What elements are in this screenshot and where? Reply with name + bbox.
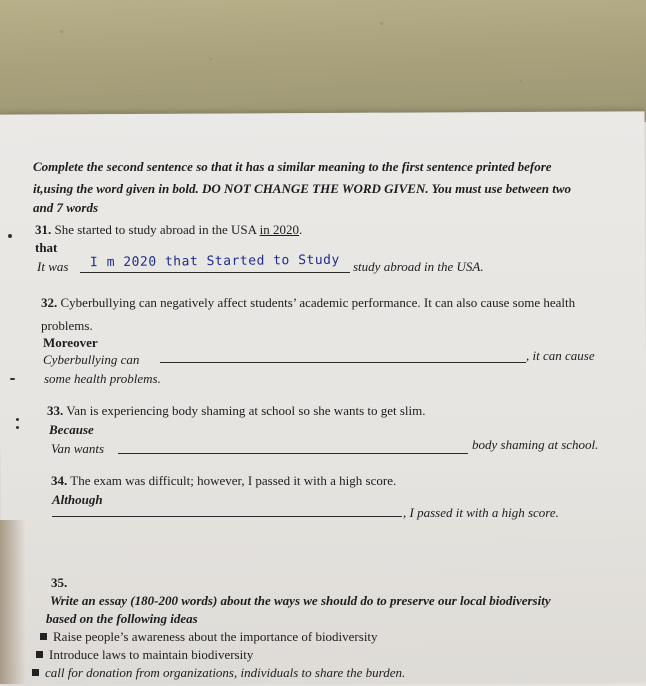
instructions-line-2: it,using the word given in bold. DO NOT CHANGE THE WORD GIVEN. You must use between two: [33, 181, 572, 196]
question-31-underlined: in 2020: [259, 222, 299, 237]
question-32-text: Cyberbullying can negatively affect students’ academic performance. It can also cause some health: [57, 295, 576, 310]
idea-text: call for donation from organizations, individuals to share the burden.: [45, 665, 406, 680]
question-33-sentence: [47, 402, 426, 419]
question-31-period: .: [298, 222, 303, 237]
question-34-end: , I passed it with a high score.: [403, 505, 559, 520]
margin-dot: [8, 234, 12, 238]
margin-dot: [16, 426, 19, 429]
question-33-text: Van is experiencing body shaming at school so she wants to get slim.: [63, 403, 426, 418]
question-31-end: study abroad in the USA.: [353, 259, 484, 274]
question-32-end-line-2: some health problems.: [44, 371, 161, 386]
question-33-start: Van wants: [51, 441, 105, 456]
question-34-sentence: [51, 472, 396, 489]
instructions-line-3: and 7 words: [33, 200, 99, 215]
question-32-sentence-line-2: problems.: [41, 318, 93, 333]
idea-list-item: [36, 646, 253, 663]
question-33-keyword: Because: [49, 422, 94, 437]
instructions-line-1: Complete the second sentence so that it has a similar meaning to the first sentence printed before: [33, 159, 552, 174]
idea-text: Raise people’s awareness about the importance of biodiversity: [53, 629, 378, 644]
question-31-text: She started to study abroad in the USA: [51, 222, 260, 237]
desk-background: [0, 0, 646, 122]
square-bullet-icon: [32, 669, 39, 676]
question-32-sentence-line-1: [41, 294, 575, 311]
question-31-answer-line[interactable]: [80, 272, 350, 273]
question-32-answer-line[interactable]: [160, 362, 526, 363]
question-32-start: Cyberbullying can: [43, 352, 140, 367]
idea-list-item: [40, 628, 378, 645]
question-31-keyword: that: [35, 240, 58, 255]
question-31-sentence: [35, 221, 302, 238]
finger-shadow: [0, 520, 26, 684]
question-34-keyword: Although: [52, 492, 103, 507]
margin-dot: [16, 418, 19, 421]
question-31-start: It was: [37, 259, 69, 274]
question-34-text: The exam was difficult; however, I passed it with a high score.: [67, 473, 397, 488]
question-35-prompt-line-2: based on the following ideas: [46, 611, 198, 626]
question-34-answer-line[interactable]: [52, 516, 402, 517]
question-31-number: 31.: [35, 222, 52, 237]
question-33-answer-line[interactable]: [118, 453, 468, 454]
square-bullet-icon: [36, 651, 43, 658]
idea-list-item: [32, 664, 405, 681]
question-33-number: 33.: [47, 403, 64, 418]
question-32-number: 32.: [41, 295, 58, 310]
question-33-end: body shaming at school.: [472, 437, 599, 452]
question-35-prompt-line-1: Write an essay (180-200 words) about the ways we should do to preserve our local biodiversity: [50, 593, 551, 608]
question-34-number: 34.: [51, 473, 68, 488]
question-32-keyword: Moreover: [43, 335, 98, 350]
question-35-number: 35.: [51, 575, 68, 590]
question-32-end: , it can cause: [526, 348, 595, 363]
square-bullet-icon: [40, 633, 47, 640]
margin-dash: [10, 378, 15, 380]
idea-text: Introduce laws to maintain biodiversity: [49, 647, 254, 662]
question-31-handwritten-answer[interactable]: I m 2020 that Started to Study: [89, 252, 340, 271]
